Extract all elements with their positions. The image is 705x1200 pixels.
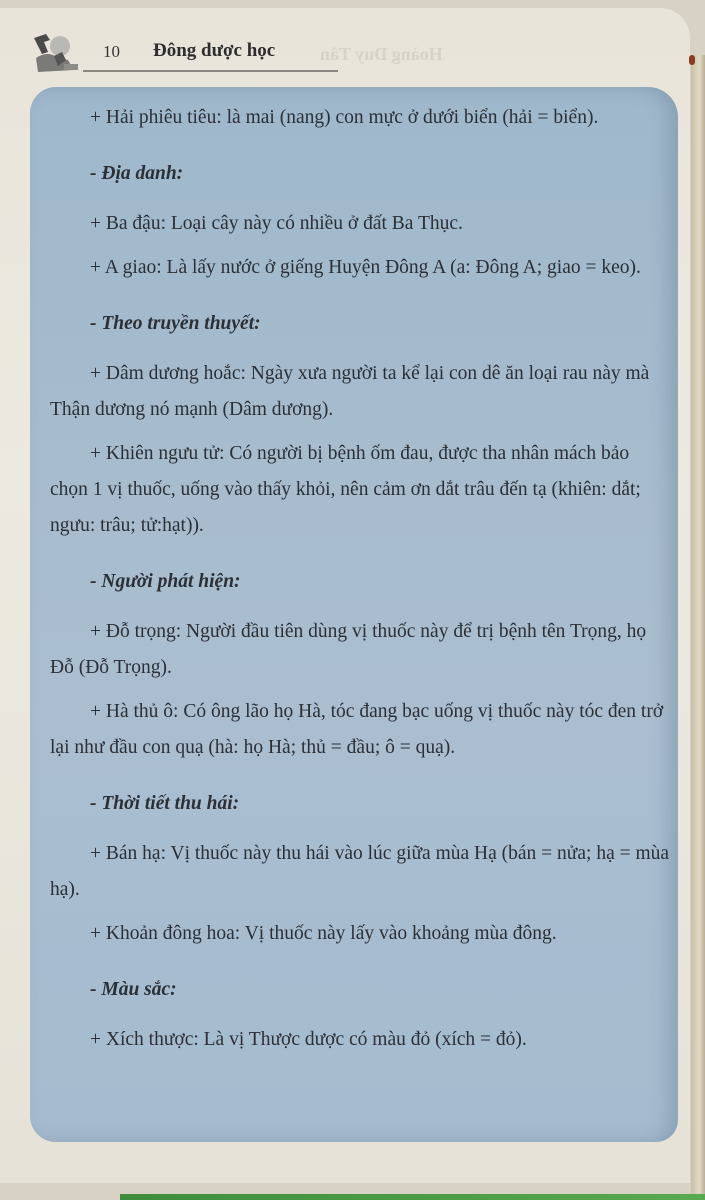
heading-dia-danh: - Địa danh:	[90, 163, 184, 184]
paragraph-khoan-dong-hoa: + Khoản đông hoa: Vị thuốc này lấy vào khoảng mùa đông.	[90, 923, 557, 944]
herbalist-logo-icon	[28, 30, 84, 74]
paragraph-xich-thuoc: + Xích thược: Là vị Thược dược có màu đỏ (xích = đỏ).	[90, 1029, 527, 1050]
running-header	[28, 30, 318, 74]
paragraph-a-giao: + A giao: Là lấy nước ở giếng Huyện Đông A (a: Đông A; giao = keo).	[90, 257, 641, 278]
paragraph-khien-nguu-tu: + Khiên ngưu tử: Có người bị bệnh ốm đau, được tha nhân mách bảo chọn 1 vị thuốc, uống vào thấy khỏi, nên cảm ơn dắt trâu đến tạ (khiên: dắt; ngưu: trâu; tử:hạt)).	[50, 443, 641, 536]
paragraph-ba-dau: + Ba đậu: Loại cây này có nhiều ở đất Ba Thục.	[90, 213, 463, 234]
header-rule	[83, 70, 338, 72]
page-edge	[691, 55, 705, 1195]
content-body	[50, 100, 670, 1066]
cover-edge	[120, 1194, 705, 1200]
heading-theo-truyen-thuyet: - Theo truyền thuyết:	[90, 313, 261, 334]
page-number: 10	[103, 42, 120, 61]
heading-nguoi-phat-hien: - Người phát hiện:	[90, 571, 241, 592]
heading-thoi-tiet-thu-hai: - Thời tiết thu hái:	[90, 793, 240, 814]
show-through-text: Hoàng Duy Tân	[320, 44, 443, 64]
heading-mau-sac: - Màu sắc:	[90, 979, 177, 1000]
book-title: Đông dược học	[153, 40, 276, 61]
paragraph-dam-duong-hoac: + Dâm dương hoắc: Ngày xưa người ta kể lại con dê ăn loại rau này mà Thận dương nó mạnh (Dâm dương).	[50, 363, 650, 420]
paragraph-ha-thu-o: + Hà thủ ô: Có ông lão họ Hà, tóc đang bạc uống vị thuốc này tóc đen trở lại như đầu con quạ (hà: họ Hà; thủ = đầu; ô = quạ).	[50, 701, 664, 758]
paragraph-ban-ha: + Bán hạ: Vị thuốc này thu hái vào lúc giữa mùa Hạ (bán = nửa; hạ = mùa hạ).	[50, 843, 670, 900]
paragraph-hai-phieu-tieu: + Hải phiêu tiêu: là mai (nang) con mực ở dưới biển (hải = biển).	[90, 107, 599, 128]
paragraph-do-trong: + Đỗ trọng: Người đầu tiên dùng vị thuốc này để trị bệnh tên Trọng, họ Đỗ (Đỗ Trọng).	[50, 621, 647, 678]
